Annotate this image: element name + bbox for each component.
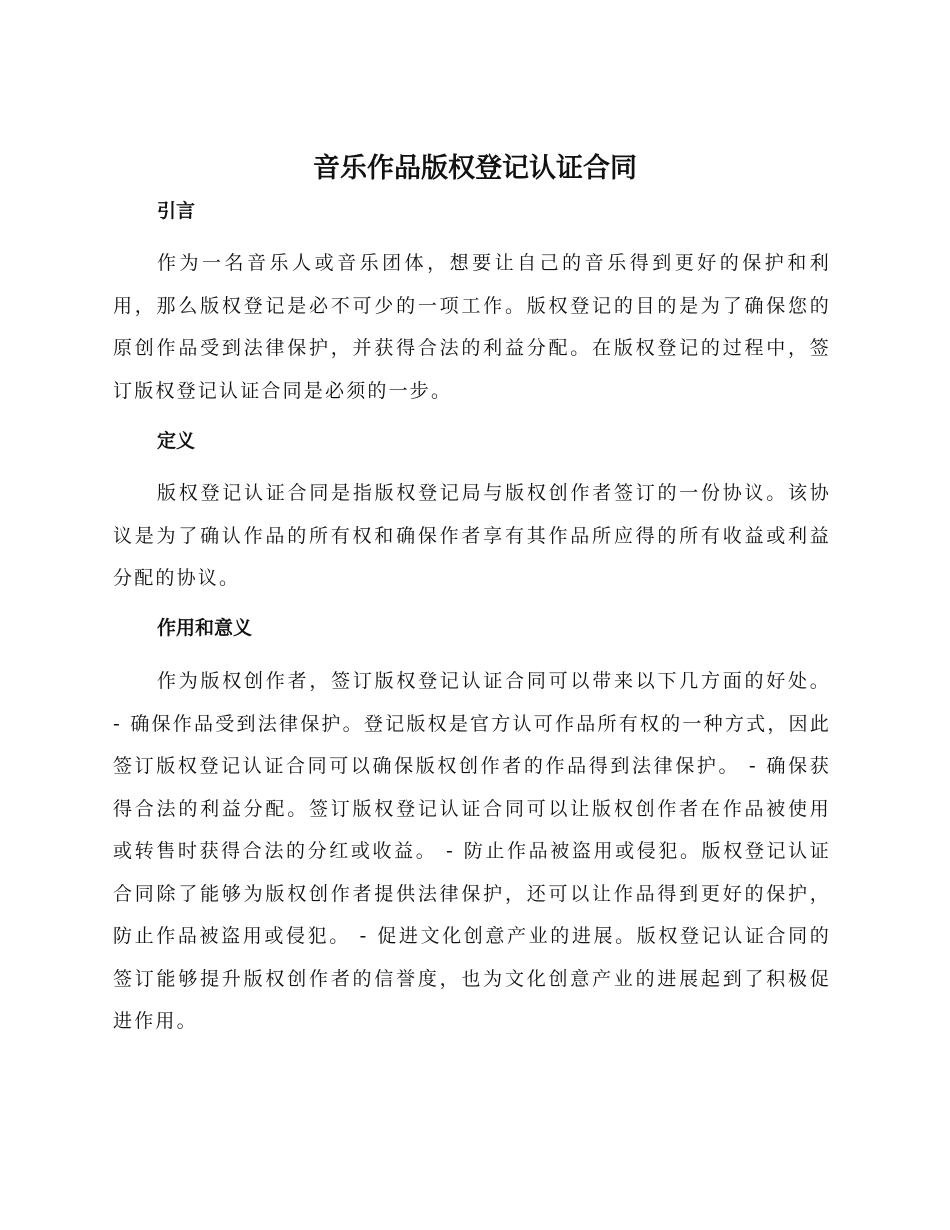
section-heading-role-and-significance: 作用和意义 — [157, 617, 253, 639]
section-body-introduction: 作为一名音乐人或音乐团体，想要让自己的音乐得到更好的保护和利用，那么版权登记是必不可少的一项工作。版权登记的目的是为了确保您的原创作品受到法律保护，并获得合法的利益分配。在版权登记的过程中，签订版权登记认证合同是必须的一步。 — [113, 252, 831, 402]
section-body-definition: 版权登记认证合同是指版权登记局与版权创作者签订的一份协议。该协议是为了确认作品的所有权和确保作者享有其作品所应得的所有收益或利益分配的协议。 — [113, 482, 831, 589]
section-body-role-and-significance: 作为版权创作者，签订版权登记认证合同可以带来以下几方面的好处。 - 确保作品受到法律保护。登记版权是官方认可作品所有权的一种方式，因此签订版权登记认证合同可以确保版权创作者的作品得到法律保护。 - 确保获得合法的利益分配。签订版权登记认证合同可以让版权创作者在作品被使用或转售时获得合法的分红或收益。 - 防止作品被盗用或侵犯。版权登记认证合同除了能够为版权创作者提供法律保护，还可以让作品得到更好的保护，防止作品被盗用或侵犯。 - 促进文化创意产业的进展。版权登记认证合同的签订能够提升版权创作者的信誉度，也为文化创意产业的进展起到了积极促进作用。 — [113, 670, 831, 1032]
section-heading-introduction: 引言 — [157, 200, 196, 222]
document-title: 音乐作品版权登记认证合同 — [313, 153, 637, 184]
section-heading-definition: 定义 — [157, 430, 196, 452]
